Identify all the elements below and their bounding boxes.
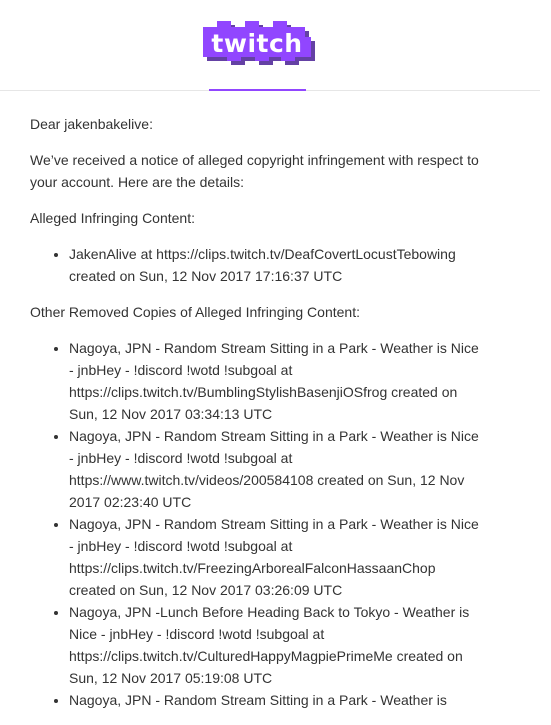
intro-paragraph: We’ve received a notice of alleged copyright infringement with respect to your account. Here are the details: (30, 152, 479, 190)
list-item: • Nagoya, JPN - Random Stream Sitting in a Park - Weather is Nice - jnbHey - !discord !wotd !subgoal at https://www.twitch.tv/videos/200584108 created on Sun, 12 Nov 2017 02:23:40 UTC (69, 425, 480, 513)
other-copies-heading: Other Removed Copies of Alleged Infringing Content: (30, 304, 360, 320)
alleged-content-heading: Alleged Infringing Content: (30, 210, 195, 226)
list-item: • Nagoya, JPN - Random Stream Sitting in a Park - Weather is Nice - jnbHey - !discord !wotd !subgoal at https://clips.twitch.tv/FreezingArborealFalconHassaanChop created on Sun, 12 Nov 2017 03:26:09 UTC (69, 513, 480, 601)
email-header (0, 0, 540, 91)
list-item: • Nagoya, JPN - Random Stream Sitting in a Park - Weather is (69, 689, 480, 711)
twitch-logo-wordmark: twitch (211, 29, 303, 58)
header-underline (209, 89, 306, 91)
alleged-content-list (30, 243, 480, 287)
list-item: • JakenAlive at https://clips.twitch.tv/DeafCovertLocustTebowing created on Sun, 12 Nov 2017 17:16:37 UTC (69, 243, 480, 287)
list-item: • Nagoya, JPN - Random Stream Sitting in a Park - Weather is Nice - jnbHey - !discord !wotd !subgoal at https://clips.twitch.tv/BumblingStylishBasenjiOSfrog created on Sun, 12 Nov 2017 03:34:13 UTC (69, 337, 480, 425)
other-copies-list (30, 337, 480, 711)
twitch-logo[interactable] (201, 21, 317, 65)
email-body (30, 113, 480, 725)
list-item: • Nagoya, JPN -Lunch Before Heading Back to Tokyo - Weather is Nice - jnbHey - !discord !wotd !subgoal at https://clips.twitch.tv/CulturedHappyMagpiePrimeMe created on Sun, 12 Nov 2017 05:19:08 UTC (69, 601, 480, 689)
greeting: Dear jakenbakelive: (30, 116, 153, 132)
